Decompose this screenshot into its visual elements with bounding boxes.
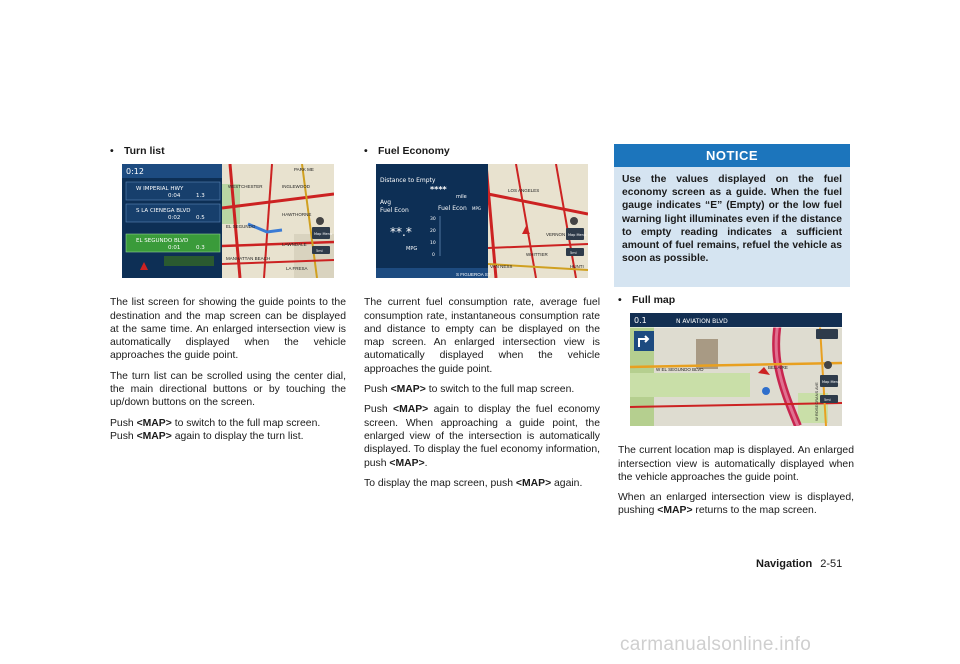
- bar-unit: MPG: [472, 206, 481, 212]
- map-label: VERNON: [546, 232, 566, 238]
- full-map-screenshot: [630, 313, 842, 426]
- avg-unit: MPG: [406, 246, 418, 253]
- map-label: S FIGUEROA ST: [456, 272, 491, 278]
- dte-value: ****: [430, 185, 447, 195]
- bullet-icon: •: [364, 145, 368, 157]
- compass-icon[interactable]: [570, 217, 578, 225]
- svg-text:Map Menu: Map Menu: [314, 232, 333, 237]
- turn-arrow-icon: [634, 331, 654, 351]
- compass-icon[interactable]: [824, 361, 832, 369]
- full-map-desc: The current location map is displayed. An enlarged intersection view is automatically displayed when the vehicle approaches the guide point.: [618, 445, 854, 483]
- map-label: WHITTIER: [526, 252, 548, 258]
- turn-list-screenshot: [122, 164, 334, 278]
- avg-label-2: Fuel Econ: [380, 207, 409, 215]
- fuel-push-1: Push <MAP> to switch to the full map screen.: [364, 384, 575, 396]
- page-number: 2-51: [820, 558, 843, 570]
- map-label: WESTCHESTER: [228, 184, 263, 190]
- turn-item-street-1[interactable]: W IMPERIAL HWY: [136, 186, 184, 193]
- notice-body: Use the values displayed on the fuel economy screen as a guide. When the fuel gauge indicates “E” (Empty) or the low fuel warning light illuminates even if the distance to empty reading indicates a sufficient amount of fuel remains, refuel the vehicle as soon as possible.: [622, 174, 842, 265]
- map-label: LOS ANGELES: [508, 188, 540, 194]
- full-map-push: When an enlarged intersection view is displayed, pushing <MAP> returns to the map screen.: [618, 492, 854, 517]
- svg-text:Map Menu: Map Menu: [822, 380, 841, 385]
- turn-list-screen: [122, 164, 334, 278]
- turn-item-dist-1: 1.3: [196, 193, 205, 200]
- full-map-screen: [630, 313, 842, 426]
- map-label: W EL SEGUNDO BLVD: [656, 367, 704, 373]
- map-label: HAWTHORNE: [282, 212, 312, 218]
- map-label: INGLEWOOD: [282, 184, 311, 190]
- map-label: PARK ME: [294, 167, 314, 173]
- map-label: VAN NESS: [490, 264, 513, 270]
- map-label: EL SEGUNDO: [226, 224, 256, 230]
- turn-list-heading: • Turn list: [110, 145, 165, 157]
- dte-unit: mile: [456, 194, 467, 201]
- compass-icon[interactable]: [316, 217, 324, 225]
- turn-list-scroll-desc: The turn list can be scrolled using the center dial, the main directional buttons or by touching the up/down buttons on the screen.: [110, 370, 346, 409]
- fuel-push-3: To display the map screen, push <MAP> again.: [364, 477, 583, 489]
- turn-item-dist-2: 0.5: [196, 215, 205, 222]
- watermark[interactable]: carmanualsonline.info: [620, 634, 812, 655]
- map-label: MANHATTAN BEACH: [226, 256, 271, 262]
- map-label: BEL AIRE: [768, 365, 788, 371]
- fuel-economy-screen: [376, 164, 588, 278]
- turn-list-desc: The list screen for showing the guide points to the destination and the map screen can be displayed at the same time. An enlarged intersection view is automatically displayed when the vehicle approaches the guide point.: [110, 297, 346, 362]
- bar-tick: 0: [432, 253, 435, 259]
- fuel-economy-heading: • Fuel Economy: [364, 145, 450, 157]
- turn-item-time-1: 0:04: [168, 193, 181, 200]
- map-label: LAWNDALE: [282, 242, 307, 248]
- map-label: HUNTI: [570, 264, 584, 270]
- svg-text:5mi: 5mi: [824, 398, 831, 403]
- notice-box: [614, 144, 850, 287]
- svg-text:Map Menu: Map Menu: [568, 233, 587, 238]
- bar-tick: 20: [430, 229, 436, 235]
- notice-title: NOTICE: [614, 144, 850, 167]
- turn-item-street-3[interactable]: EL SEGUNDO BLVD: [136, 238, 189, 245]
- column-turn-list: [110, 145, 346, 443]
- turn-item-time-3: 0:01: [168, 245, 181, 252]
- map-label: LA FRESA: [286, 266, 308, 272]
- page-footer: [756, 558, 842, 570]
- full-map-distance: 0.1: [634, 316, 647, 326]
- footer-section: Navigation: [756, 558, 813, 570]
- bullet-icon: •: [110, 145, 114, 157]
- full-map-heading: • Full map: [618, 294, 676, 306]
- map-label: W ROSECRANS AVE: [814, 382, 819, 422]
- turn-item-street-2[interactable]: S LA CIENEGA BLVD: [136, 208, 191, 215]
- svg-text:5mi: 5mi: [570, 251, 577, 256]
- avg-value: **.*: [390, 225, 412, 240]
- fuel-economy-screenshot: [376, 164, 588, 278]
- turn-list-time: 0:12: [126, 167, 144, 177]
- full-map-street: N AVIATION BLVD: [676, 318, 728, 326]
- turn-item-dist-3: 0.3: [196, 245, 205, 252]
- bar-tick: 10: [430, 241, 436, 247]
- turn-list-push: Push <MAP> to switch to the full map screen. Push <MAP> again to display the turn list.: [110, 417, 321, 442]
- column-full-map: [618, 294, 854, 525]
- fuel-push-2: Push <MAP> again to display the fuel economy screen. When approaching a guide point, the enlarged view of the intersection is automatically displayed. To display the fuel economy information, push <MAP>.: [364, 404, 600, 469]
- turn-item-time-2: 0:02: [168, 215, 181, 222]
- avg-label: Avg: [380, 199, 392, 207]
- dte-label: Distance to Empty: [380, 177, 436, 185]
- bar-label: Fuel Econ: [438, 205, 467, 213]
- bullet-icon: •: [618, 294, 622, 306]
- fuel-economy-desc: The current fuel consumption rate, average fuel consumption rate, instantaneous consumption rate and distance to empty can be displayed on the map screen. An enlarged intersection view is automatically displayed when the vehicle approaches the guide point.: [364, 297, 600, 375]
- svg-text:5mi: 5mi: [316, 249, 323, 254]
- column-fuel-economy: [364, 145, 600, 497]
- bar-tick: 30: [430, 217, 436, 223]
